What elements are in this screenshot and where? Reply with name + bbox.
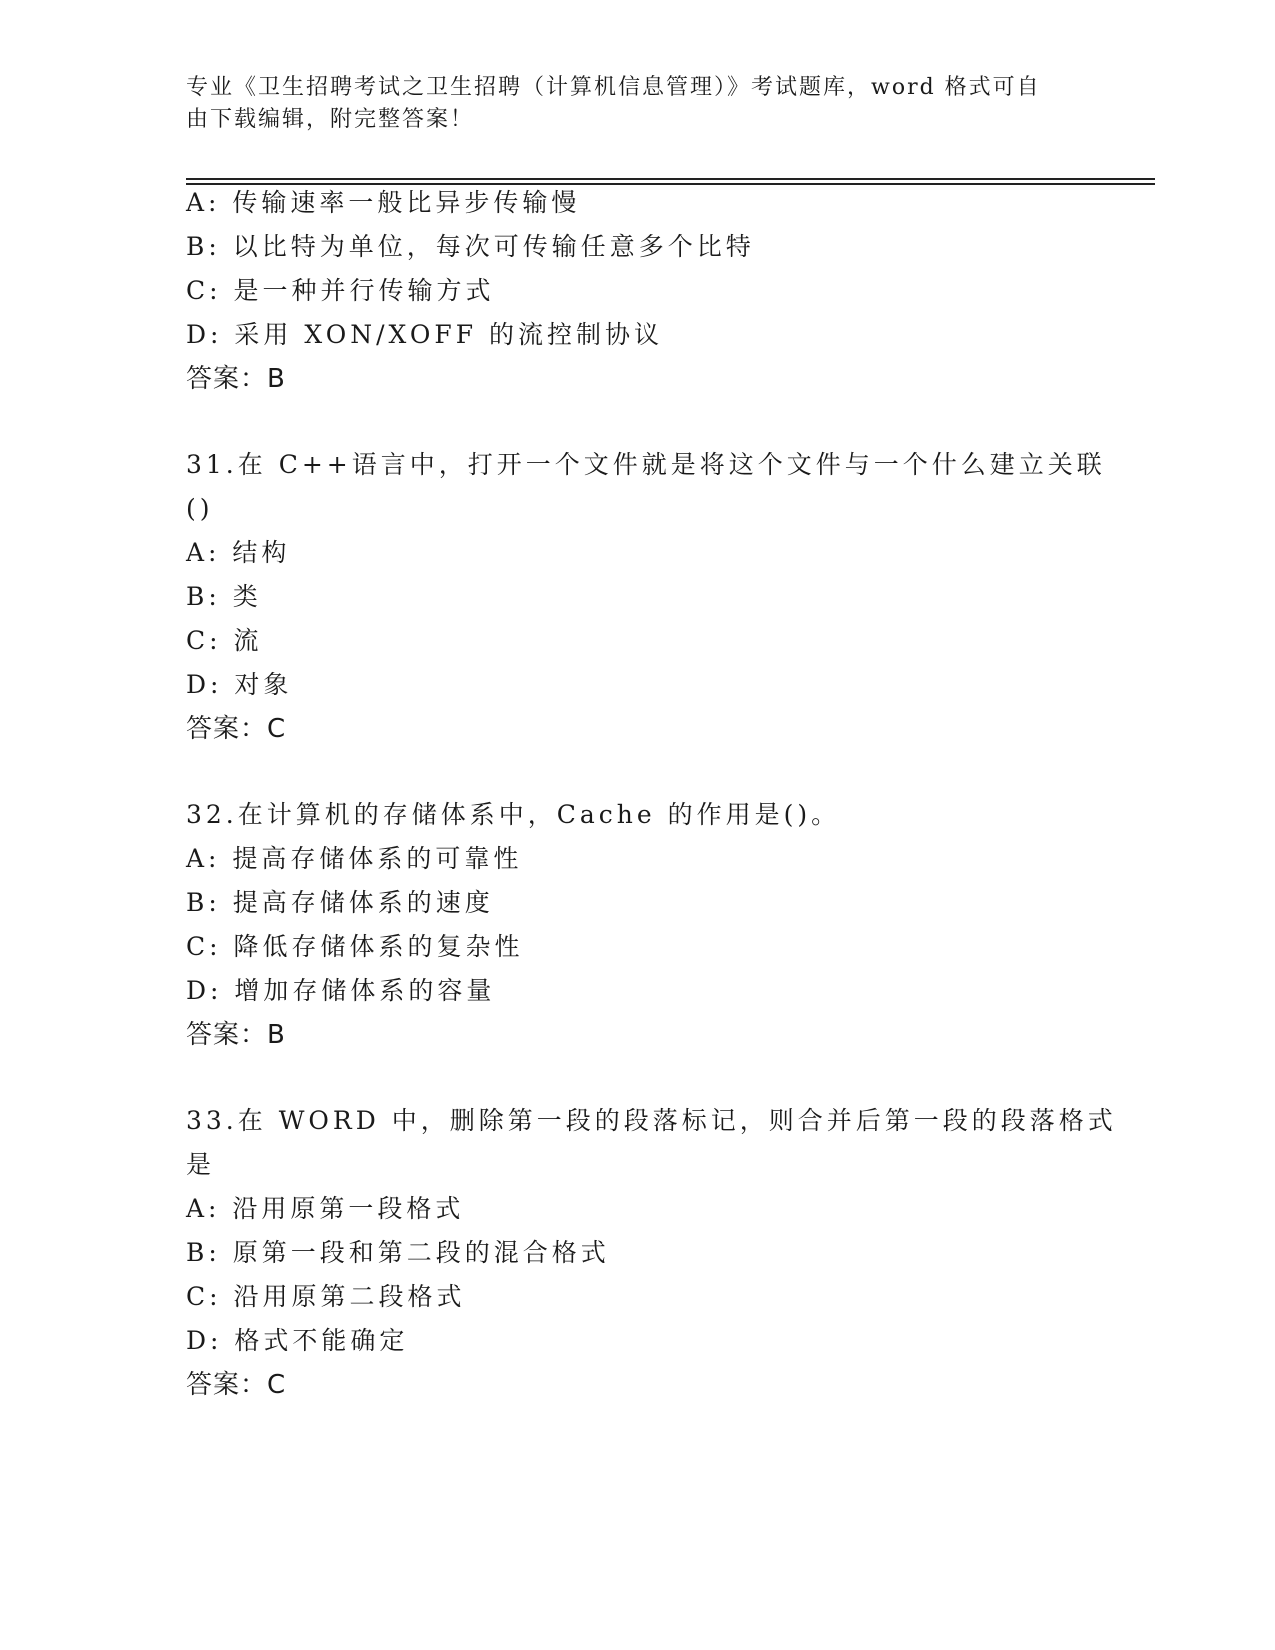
q33-option-c: C: 沿用原第二段格式 [186,1282,466,1311]
header-line-1: 专业《卫生招聘考试之卫生招聘（计算机信息管理）》考试题库，word 格式可自 [186,75,1041,100]
q32-option-a: A: 提高存储体系的可靠性 [186,844,523,873]
document-header [186,72,1066,136]
header-divider-top [186,178,1155,180]
q33-option-a: A: 沿用原第一段格式 [186,1194,465,1223]
q32-answer: 答案：B [186,1020,286,1050]
q30-option-c: C: 是一种并行传输方式 [186,276,495,305]
q33-answer: 答案：C [186,1370,287,1400]
q32-option-d: D: 增加存储体系的容量 [186,976,496,1005]
q31-stem-line-2: () [186,494,214,523]
q30-option-b: B: 以比特为单位，每次可传输任意多个比特 [186,232,755,261]
q33-stem-line-2: 是 [186,1150,216,1179]
q33-option-b: B: 原第一段和第二段的混合格式 [186,1238,610,1267]
q31-stem-line-1: 31.在 C++语言中，打开一个文件就是将这个文件与一个什么建立关联 [186,450,1106,479]
q33-stem-line-1: 33.在 WORD 中，删除第一段的段落标记，则合并后第一段的段落格式 [186,1106,1117,1135]
q33-option-d: D: 格式不能确定 [186,1326,409,1355]
q31-option-c: C: 流 [186,626,263,655]
q31-option-a: A: 结构 [186,538,291,567]
header-line-2: 由下载编辑，附完整答案！ [186,107,475,132]
header-divider-bottom [186,183,1155,185]
q31-option-d: D: 对象 [186,670,293,699]
q31-answer: 答案：C [186,714,287,744]
q32-option-b: B: 提高存储体系的速度 [186,888,494,917]
q30-option-d: D: 采用 XON/XOFF 的流控制协议 [186,320,664,349]
q32-stem-line-1: 32.在计算机的存储体系中，Cache 的作用是()。 [186,800,841,829]
q30-option-a: A: 传输速率一般比异步传输慢 [186,188,581,217]
q30-answer: 答案：B [186,364,286,394]
q31-option-b: B: 类 [186,582,262,611]
q32-option-c: C: 降低存储体系的复杂性 [186,932,524,961]
